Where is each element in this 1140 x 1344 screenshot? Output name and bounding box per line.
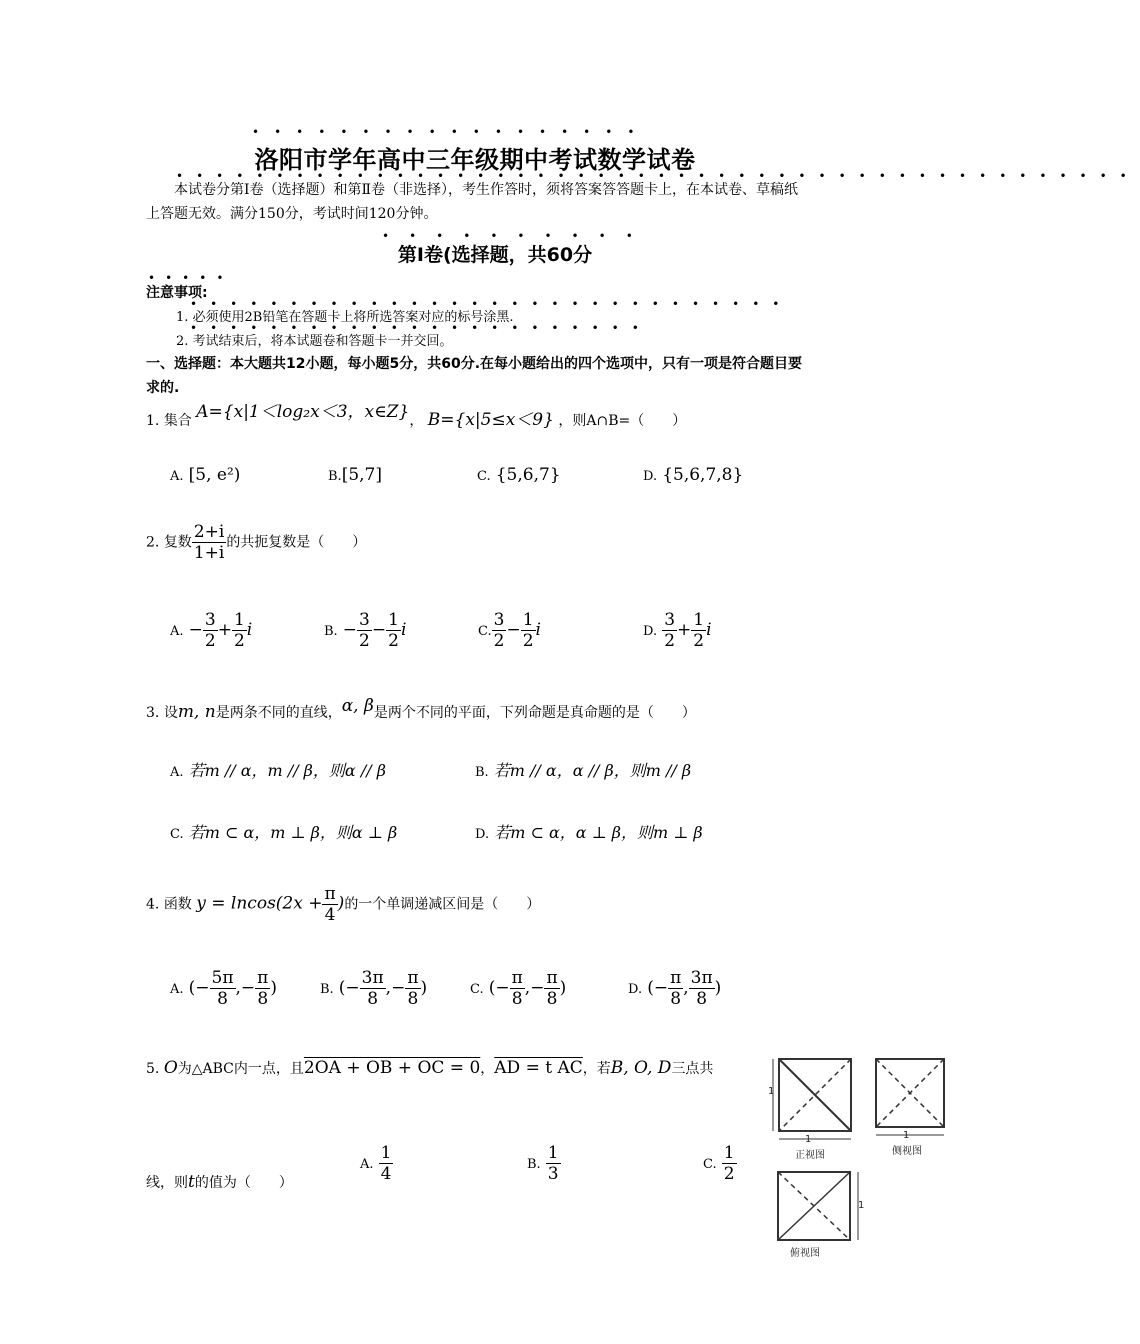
- option-3b[interactable]: [475, 758, 691, 781]
- option-value: {5,6,7}: [495, 465, 561, 485]
- option-value: 若m ⊂ α，m ⊥ β，则α ⊥ β: [188, 823, 398, 842]
- function-expr-end: ): [337, 893, 345, 914]
- top-view-caption: 俯视图: [790, 1248, 820, 1259]
- option-label: A.: [170, 624, 184, 639]
- emphasis-dots: ••••••••••••••••••••••••••••••: [190, 297, 793, 311]
- fraction: $\frac{3}{2}$: [493, 610, 505, 651]
- question-number: 1.: [146, 413, 160, 429]
- imaginary-unit: i: [706, 620, 712, 640]
- fraction: $\frac{1}{2}$: [233, 610, 245, 651]
- question-4: [146, 884, 540, 925]
- emphasis-dots: •••••: [148, 271, 234, 285]
- fraction: $\frac{\pi}{8}$: [257, 968, 269, 1009]
- option-2a[interactable]: [170, 610, 252, 651]
- option-label: C.: [470, 982, 484, 997]
- side-view-figure: [870, 1055, 950, 1145]
- question-stem: 复数: [163, 534, 192, 551]
- fraction: $\frac{2+i}{1+i}$: [193, 522, 225, 563]
- question-stem-end: 的共扼复数是（ ）: [226, 534, 367, 551]
- question-stem: 设: [163, 705, 178, 721]
- note-item: 2. 考试结束后，将本试题卷和答题卡一并交回。: [176, 334, 453, 349]
- fraction: $\frac{\pi}{8}$: [546, 968, 558, 1009]
- vector-equation-2: AD = t AC: [494, 1058, 583, 1078]
- option-1d[interactable]: [643, 465, 743, 485]
- question-stem-end: ，则A∩B=（ ）: [558, 413, 687, 429]
- option-label: C.: [170, 827, 184, 842]
- question-number: 5.: [146, 1061, 160, 1077]
- option-label: C.: [478, 624, 492, 639]
- fraction: $\frac{3\pi}{8}$: [690, 968, 713, 1009]
- emphasis-dots: ••••••••••••••••••: [252, 125, 650, 139]
- option-value: {5,6,7,8}: [662, 465, 744, 485]
- fraction: $\frac{1}{2}$: [522, 610, 534, 651]
- question-number: 4.: [146, 896, 160, 913]
- fraction: $\frac{3}{2}$: [359, 610, 370, 651]
- planes-vars: α, β: [341, 696, 374, 716]
- option-5c[interactable]: [703, 1143, 737, 1184]
- option-label: B.: [328, 469, 342, 484]
- question-stem-end: 是两个不同的平面，下列命题是真命题的是（ ）: [373, 705, 696, 721]
- option-4c[interactable]: C. (− $\frac{\pi}{8}$ ,− $\frac{\pi}{8}$ ): [470, 968, 567, 1009]
- fraction: $\frac{3}{2}$: [664, 610, 676, 651]
- intro-paragraph: 本试卷分第Ⅰ卷（选择题）和第Ⅱ卷（非选择），考生作答时，须将答案答答题卡上，在本试卷、草稿纸上答题无效。满分150分，考试时间120分钟。: [146, 182, 799, 222]
- front-view-figure: [765, 1055, 860, 1160]
- option-2b[interactable]: [324, 610, 406, 651]
- fraction: $\frac{3\pi}{8}$: [361, 968, 384, 1009]
- fraction: $\frac{3}{2}$: [204, 610, 216, 651]
- sign: −: [345, 978, 360, 998]
- vector-equation: 2OA + OB + OC = 0: [303, 1058, 481, 1078]
- imaginary-unit: i: [246, 620, 253, 640]
- question-stem: 三点共: [671, 1061, 714, 1077]
- option-value: 若m // α，α // β，则m // β: [493, 761, 692, 780]
- question-stem-end: 的一个单调递减区间是（ ）: [344, 896, 541, 913]
- emphasis-dots: ••••••••••••••••••••••••••••••••••••••••••••••••: [176, 169, 1140, 183]
- function-expr: y = lncos(2x +: [196, 893, 323, 914]
- option-label: B.: [527, 1157, 541, 1172]
- question-stem-end: 的值为（ ）: [194, 1175, 293, 1191]
- question-stem: 为△ABC内一点，且: [177, 1061, 304, 1077]
- notes-heading: 注意事项:: [146, 285, 208, 301]
- top-view-figure: [772, 1168, 867, 1248]
- option-3d[interactable]: [475, 820, 703, 843]
- option-1a[interactable]: [170, 465, 240, 485]
- fraction: $\frac{\pi}{8}$: [407, 968, 419, 1009]
- dimension-label: 1: [805, 1134, 812, 1145]
- question-stem: 是两条不同的直线，: [215, 705, 342, 721]
- question-number: 3.: [146, 705, 160, 721]
- var-t: t: [188, 1172, 195, 1192]
- sign: −: [391, 978, 406, 998]
- collinear-points: B, O, D: [610, 1058, 672, 1078]
- option-label: B.: [324, 624, 338, 639]
- option-value: 若m // α，m // β，则α // β: [188, 761, 386, 780]
- question-stem: ，若: [582, 1061, 611, 1077]
- option-label: D.: [643, 469, 658, 484]
- front-view-caption: 正视图: [795, 1150, 825, 1161]
- dimension-label: 1: [903, 1130, 910, 1141]
- sign: −: [240, 978, 256, 998]
- fraction: $\frac{1}{3}$: [547, 1143, 559, 1184]
- imaginary-unit: i: [400, 620, 407, 640]
- question-3: [146, 696, 696, 722]
- operator: −: [371, 620, 387, 640]
- option-label: D.: [643, 624, 658, 639]
- question-1: 1. 集合 A={x|1＜log₂x＜3，x∈Z}， B={x|5≤x＜9} ，则A∩B=（ ）: [146, 402, 687, 430]
- point-o: O: [163, 1058, 178, 1078]
- option-label: A.: [170, 765, 184, 780]
- fraction: $\frac{\pi}{8}$: [511, 968, 523, 1009]
- question-2: [146, 522, 366, 563]
- option-1b[interactable]: [328, 465, 382, 485]
- note-item: 1. 必须使用2B铅笔在答题卡上将所选答案对应的标号涂黑.: [176, 310, 514, 325]
- section-heading: 第Ⅰ卷(选择题，共60分: [397, 244, 593, 266]
- operator: +: [677, 620, 692, 640]
- option-2c[interactable]: [478, 610, 541, 651]
- option-3a[interactable]: [170, 758, 386, 781]
- sign: −: [188, 620, 203, 640]
- option-5a[interactable]: [360, 1143, 393, 1184]
- dimension-label: 1: [768, 1086, 775, 1097]
- option-4b[interactable]: B. (− $\frac{3\pi}{8}$ ,− $\frac{\pi}{8}$ ): [320, 968, 428, 1009]
- fraction: $\frac{\pi}{4}$: [324, 884, 336, 925]
- sign: −: [653, 978, 669, 998]
- option-label: C.: [703, 1157, 717, 1172]
- sign: −: [495, 978, 510, 998]
- option-value: [5, e²): [188, 465, 241, 485]
- fraction: $\frac{1}{2}$: [693, 610, 705, 651]
- option-label: A.: [170, 982, 184, 997]
- emphasis-dots: •••••••••••••••••••••••: [190, 321, 652, 335]
- option-label: D.: [628, 982, 643, 997]
- option-label: A.: [360, 1157, 374, 1172]
- set-b: B={x|5≤x＜9}: [427, 410, 554, 430]
- dimension-label: 1: [858, 1200, 865, 1211]
- question-stem: 集合: [163, 413, 192, 429]
- operator: −: [506, 620, 521, 640]
- fraction: $\frac{\pi}{8}$: [670, 968, 682, 1009]
- question-5-cont: [146, 1172, 293, 1192]
- option-value: 若m ⊂ α，α ⊥ β，则m ⊥ β: [494, 823, 703, 842]
- option-value: [5,7]: [341, 465, 382, 485]
- option-5b[interactable]: [527, 1143, 561, 1184]
- option-3c[interactable]: [170, 820, 397, 843]
- sign: −: [195, 978, 210, 998]
- fraction: $\frac{1}{4}$: [380, 1143, 392, 1184]
- option-label: C.: [477, 469, 491, 484]
- part1-instructions: 一、选择题：本大题共12小题，每小题5分，共60分.在每小题给出的四个选项中，只有一项是符合题目要求的.: [146, 356, 803, 396]
- option-4d[interactable]: D. (− $\frac{\pi}{8}$ , $\frac{3\pi}{8}$ ): [628, 968, 722, 1009]
- question-5: 5. O为△ABC内一点，且2OA + OB + OC = 0，AD = t AC，若B, O, D三点共: [146, 1058, 714, 1078]
- fraction: $\frac{1}{2}$: [388, 610, 399, 651]
- question-stem: 线，则: [146, 1175, 188, 1191]
- question-stem: 函数: [163, 896, 192, 913]
- option-1c[interactable]: [477, 465, 561, 485]
- sign: −: [530, 978, 545, 998]
- exam-title: 洛阳市学年高中三年级期中考试数学试卷: [254, 146, 696, 174]
- emphasis-dots: ••••••••••: [382, 229, 653, 243]
- option-4a[interactable]: A. (− $\frac{5\pi}{8}$ ,− $\frac{\pi}{8}$ ): [170, 968, 277, 1009]
- side-view-caption: 侧视图: [892, 1146, 922, 1157]
- option-label: B.: [475, 765, 489, 780]
- option-label: B.: [320, 982, 334, 997]
- lines-vars: m, n: [177, 702, 216, 722]
- fraction: $\frac{1}{2}$: [723, 1143, 735, 1184]
- fraction: $\frac{5\pi}{8}$: [211, 968, 234, 1009]
- option-label: A.: [170, 469, 184, 484]
- sign: −: [342, 620, 358, 640]
- option-2d[interactable]: [643, 610, 712, 651]
- option-label: D.: [475, 827, 490, 842]
- set-a: A={x|1＜log₂x＜3，x∈Z}: [196, 402, 410, 422]
- imaginary-unit: i: [535, 620, 541, 640]
- operator: +: [217, 620, 232, 640]
- question-number: 2.: [146, 534, 160, 551]
